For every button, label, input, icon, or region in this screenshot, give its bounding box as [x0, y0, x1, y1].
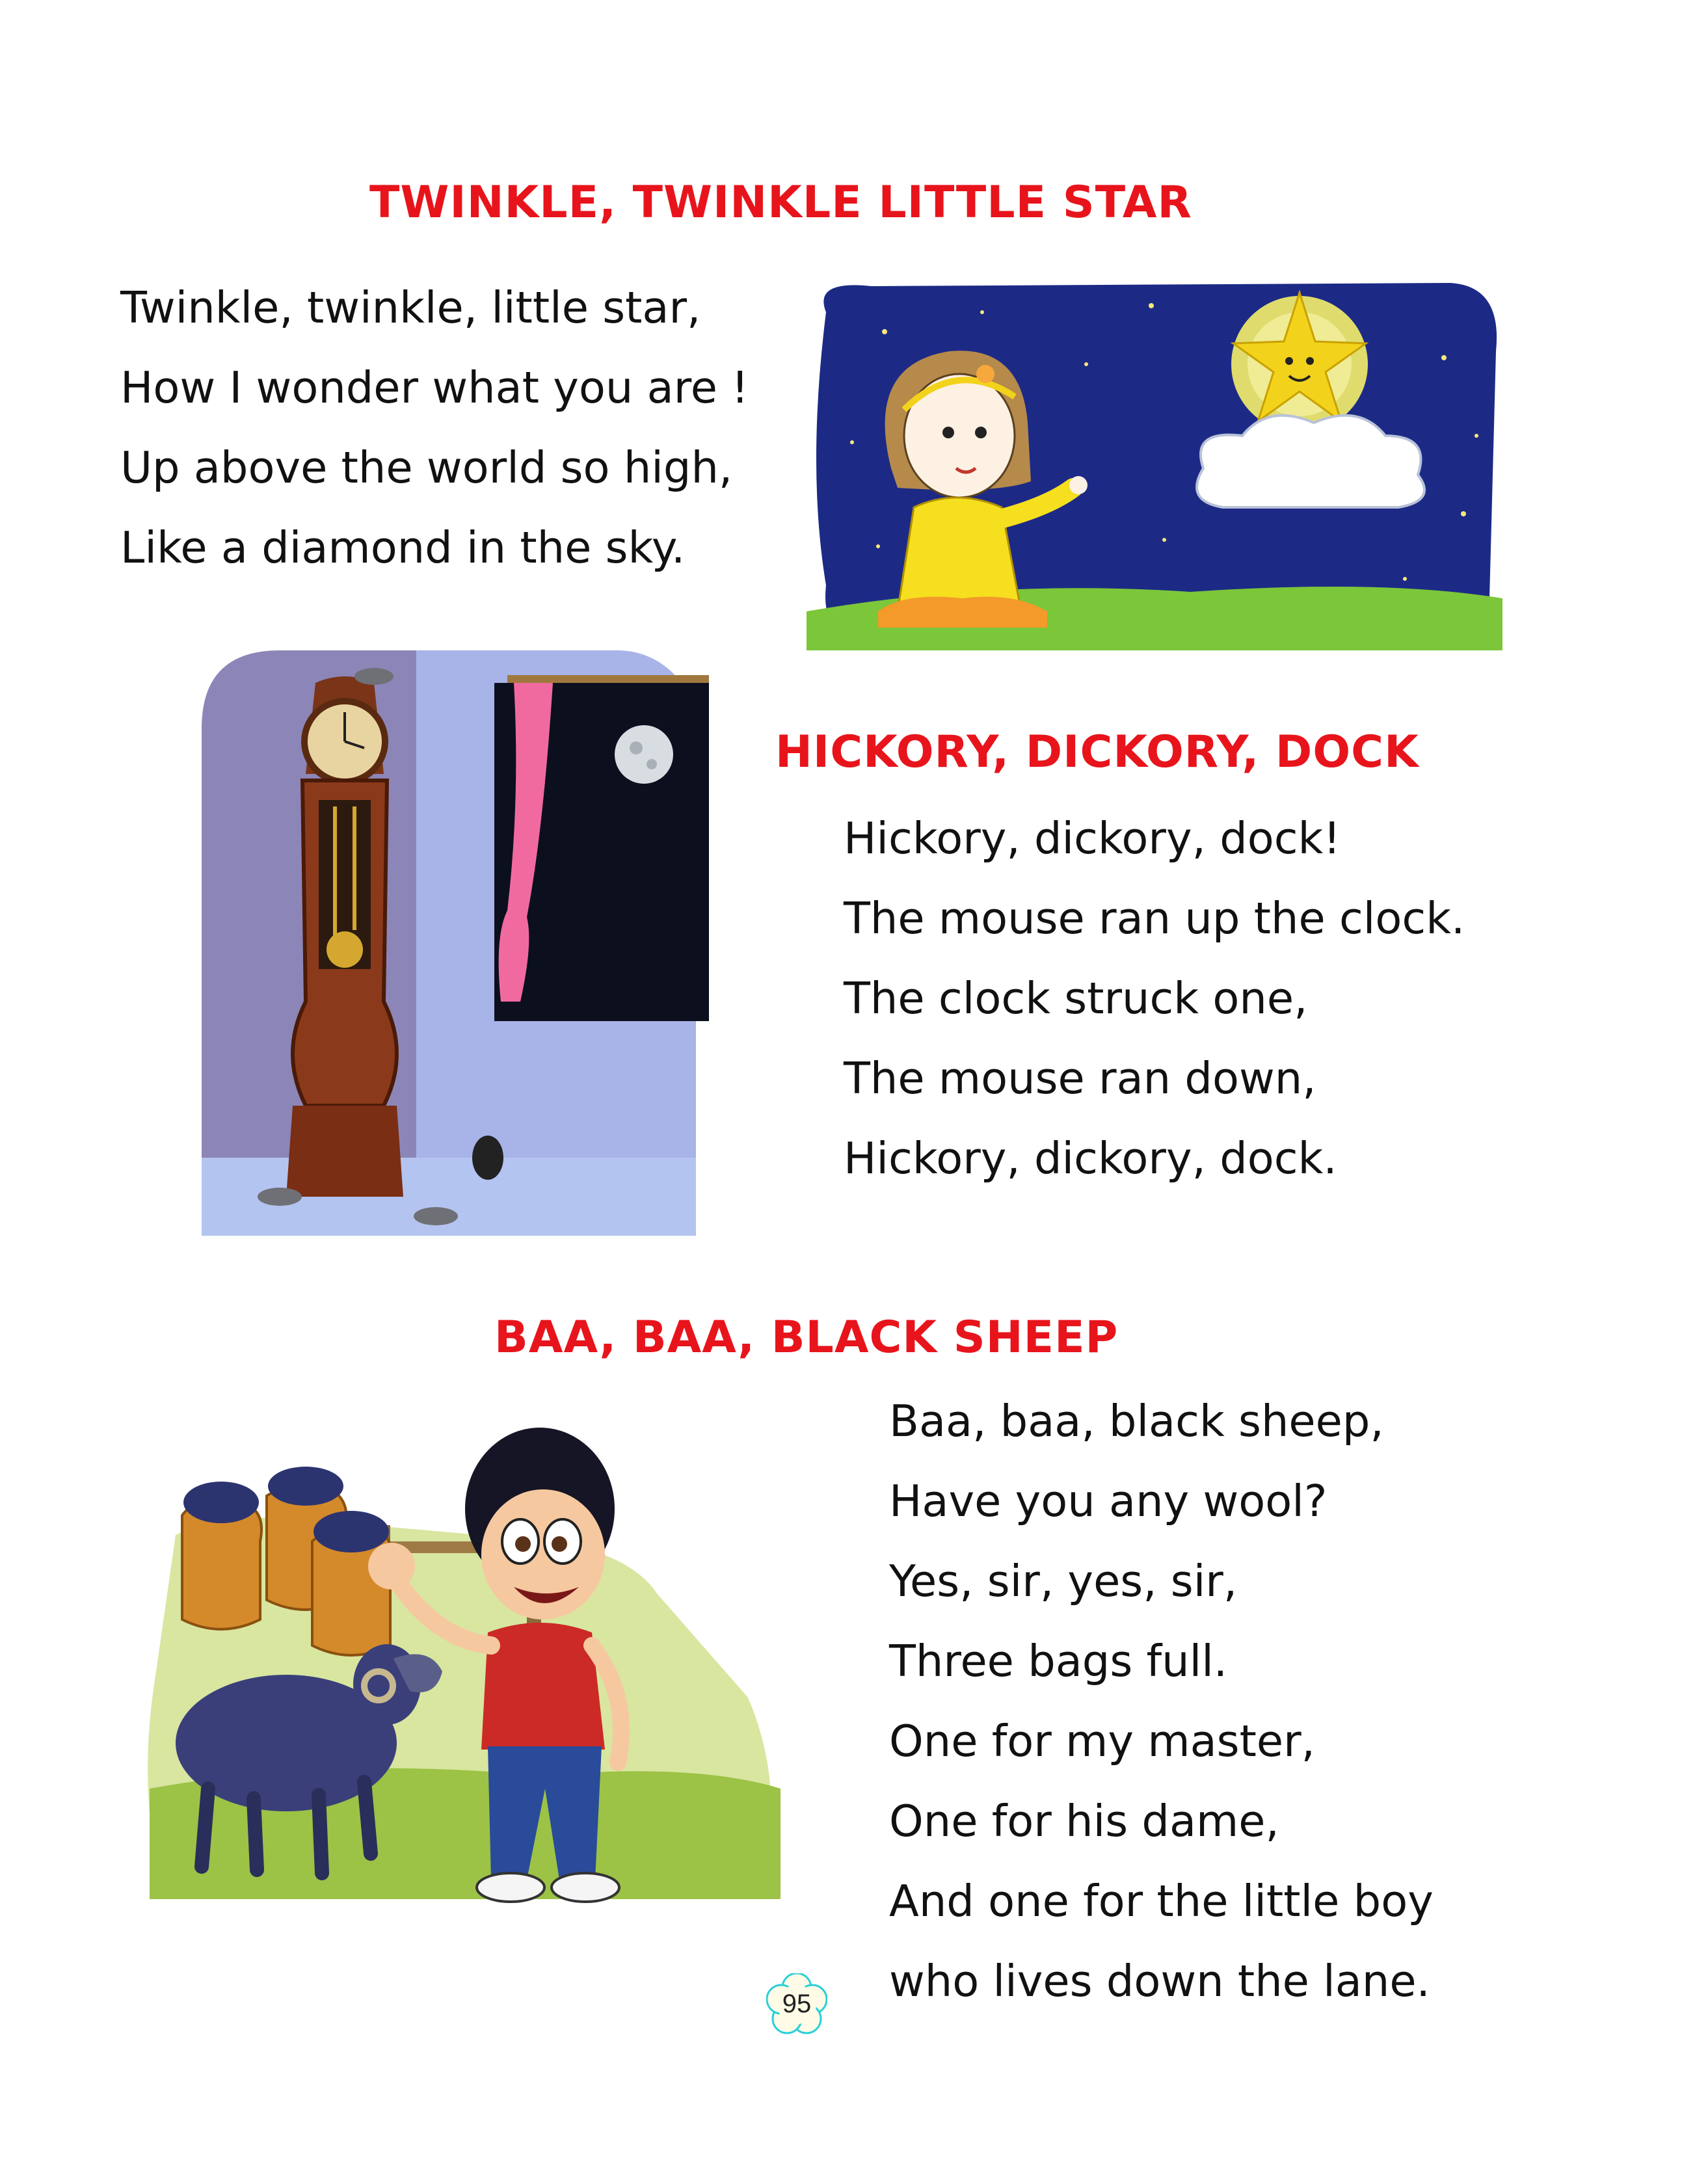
poem-line: Like a diamond in the sky.	[120, 522, 686, 573]
poem-line: The clock struck one,	[844, 973, 1308, 1024]
poem-line: Baa, baa, black sheep,	[889, 1396, 1384, 1446]
boy-with-black-sheep-illustration	[137, 1424, 794, 1906]
poem-line: who lives down the lane.	[889, 1956, 1430, 2006]
poem-title-baa-baa: BAA, BAA, BLACK SHEEP	[494, 1312, 1119, 1363]
poem-line: Up above the world so high,	[120, 442, 733, 493]
poem-line: Three bags full.	[889, 1636, 1228, 1686]
poem-line: The mouse ran down,	[844, 1053, 1316, 1104]
grandfather-clock-mice-illustration	[189, 637, 709, 1255]
poem-twinkle	[120, 268, 749, 588]
poem-line: How I wonder what you are !	[120, 362, 749, 413]
page-number: 95	[782, 1989, 812, 2018]
girl-wishing-on-star-illustration	[800, 273, 1509, 650]
poem-title-twinkle: TWINKLE, TWINKLE LITTLE STAR	[369, 177, 1192, 228]
poem-hickory	[844, 799, 1465, 1199]
poem-line: Twinkle, twinkle, little star,	[120, 282, 701, 333]
poem-line: Have you any wool?	[889, 1476, 1328, 1526]
poem-line: Yes, sir, yes, sir,	[889, 1556, 1238, 1606]
poem-line: And one for the little boy	[889, 1876, 1434, 1926]
poem-line: The mouse ran up the clock.	[844, 893, 1465, 944]
poem-line: One for his dame,	[889, 1796, 1279, 1846]
poem-title-hickory: HICKORY, DICKORY, DOCK	[775, 726, 1419, 778]
poem-line: One for my master,	[889, 1716, 1315, 1766]
poem-baa-baa	[889, 1381, 1434, 2021]
poem-line: Hickory, dickory, dock!	[844, 813, 1341, 864]
poem-line: Hickory, dickory, dock.	[844, 1133, 1337, 1184]
page-number-badge	[766, 1973, 827, 2034]
